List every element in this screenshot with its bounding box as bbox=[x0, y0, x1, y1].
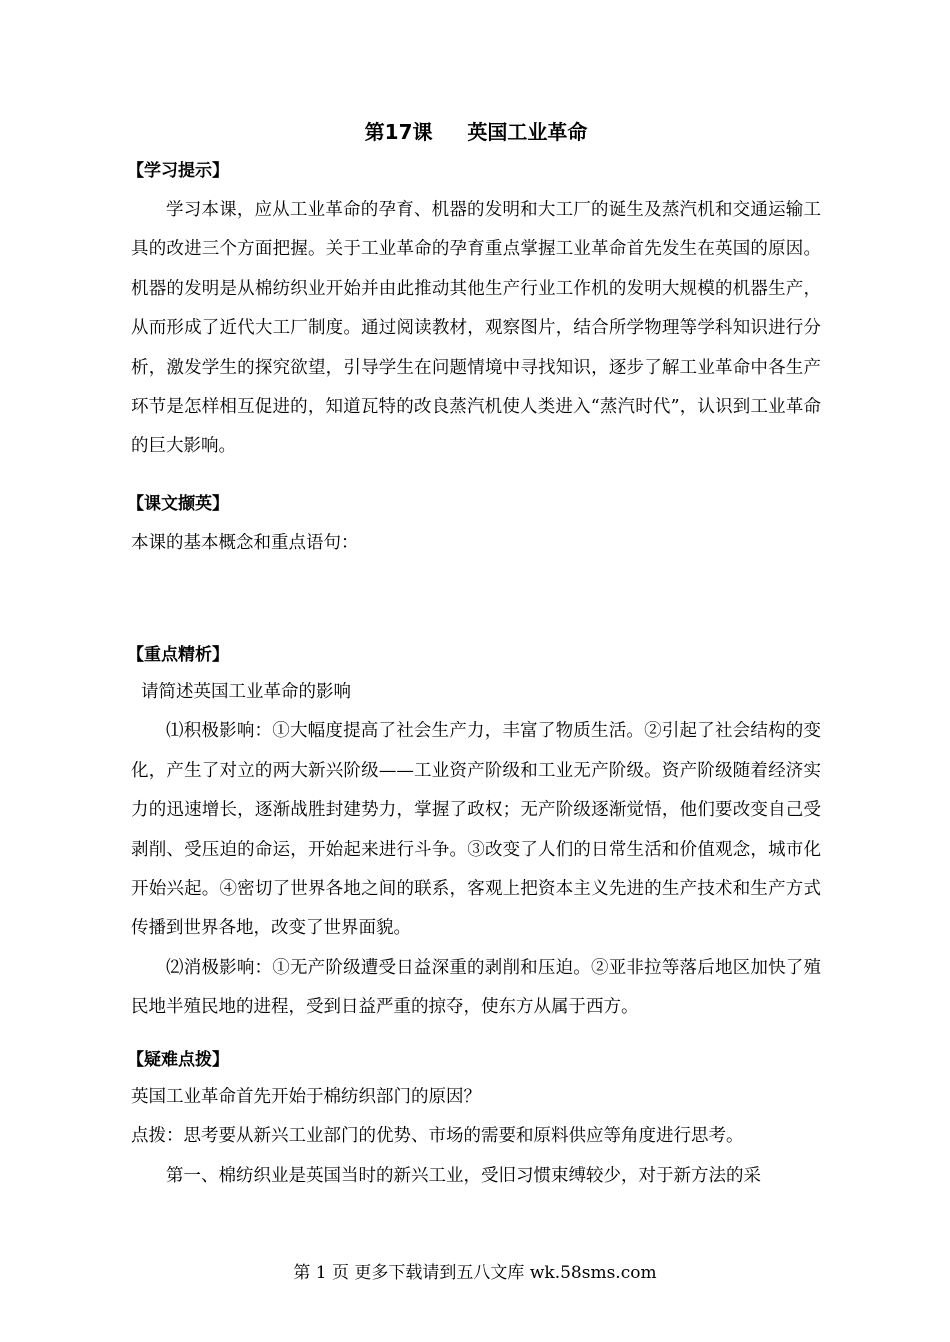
page-footer: 第 1 页 更多下载请到五八文库 wk.58sms.com bbox=[293, 1263, 657, 1283]
study-tips-heading: 【学习提示】 bbox=[127, 161, 229, 181]
study-tips-body: 学习本课，应从工业革命的孕育、机器的发明和大工厂的诞生及蒸汽机和交通运输工具的改进三个方面把握。关于工业革命的孕育重点掌握工业革命首先发生在英国的原因。机器的发明是从棉纺织业开始并由此推动其他生产行业工作机的发明大规模的机器生产，从而形成了近代大工厂制度。通过阅读教材，观察图片，结合所学物理等学科知识进行分析，激发学生的探究欲望，引导学生在问题情境中寻找知识，逐步了解工业革命中各生产环节是怎样相互促进的，知道瓦特的改良蒸汽机使人类进入“蒸汽时代”，认识到工业革命的巨大影响。 bbox=[131, 200, 821, 457]
positive-impact-paragraph: ⑴积极影响：①大幅度提高了社会生产力，丰富了物质生活。②引起了社会结构的变化，产生了对立的两大新兴阶级——工业资产阶级和工业无产阶级。资产阶级随着经济实力的迅速增长，逐渐战胜封建势力，掌握了政权；无产阶级逐渐觉悟，他们要改变自己受剥削、受压迫的命运，开始起来进行斗争。③改变了人们的日常生活和价值观念，城市化开始兴起。④密切了世界各地之间的联系，客观上把资本主义先进的生产技术和生产方式传播到世界各地，改变了世界面貌。 bbox=[131, 721, 821, 939]
key-analysis-heading: 【重点精析】 bbox=[127, 645, 229, 665]
key-analysis-question: 请简述英国工业革命的影响 bbox=[141, 682, 351, 702]
difficulty-section bbox=[127, 1046, 821, 1196]
difficulty-heading: 【疑难点拨】 bbox=[127, 1050, 229, 1070]
page-title: 第17课 英国工业革命 bbox=[364, 120, 588, 144]
excerpt-section bbox=[127, 490, 821, 563]
negative-impact-paragraph: ⑵消极影响：①无产阶级遭受日益深重的剥削和压迫。②亚非拉等落后地区加快了殖民地半殖民地的进程，受到日益严重的掠夺，使东方从属于西方。 bbox=[131, 957, 821, 1018]
difficulty-hint: 点拨：思考要从新兴工业部门的优势、市场的需要和原料供应等角度进行思考。 bbox=[131, 1126, 744, 1147]
key-analysis-section bbox=[127, 641, 821, 1028]
difficulty-first-point: 第一、棉纺织业是英国当时的新兴工业，受旧习惯束缚较少，对于新方法的采 bbox=[166, 1165, 761, 1186]
excerpt-body: 本课的基本概念和重点语句： bbox=[131, 533, 359, 553]
study-tips-section bbox=[127, 157, 821, 467]
excerpt-heading: 【课文撷英】 bbox=[127, 494, 229, 514]
difficulty-question: 英国工业革命首先开始于棉纺织部门的原因？ bbox=[131, 1087, 481, 1107]
